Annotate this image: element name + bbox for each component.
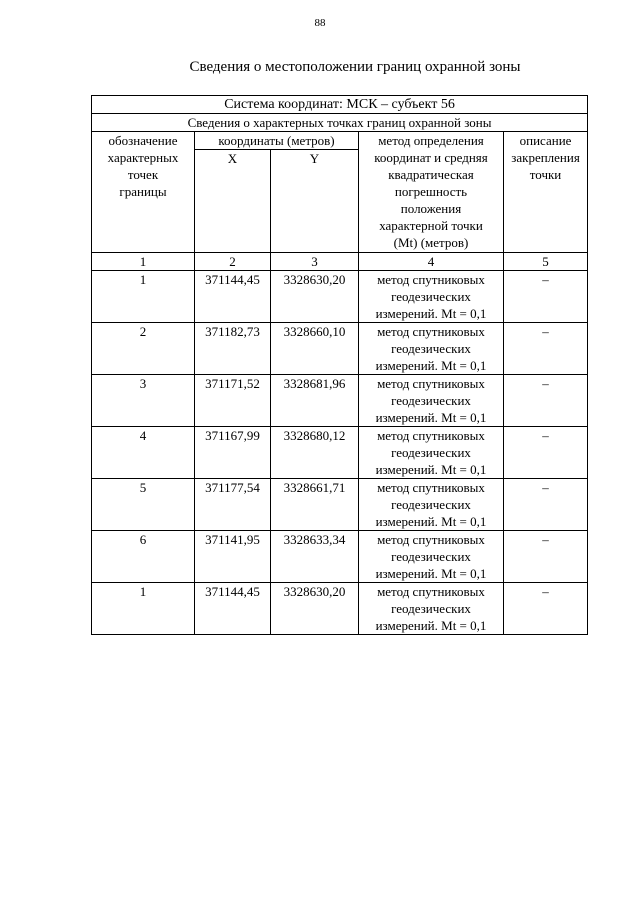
description-cell: – xyxy=(504,271,588,323)
header-description: описание закрепления точки xyxy=(504,132,588,253)
column-number: 5 xyxy=(504,253,588,271)
page-number: 88 xyxy=(314,17,326,29)
table-row xyxy=(92,271,588,323)
column-number: 1 xyxy=(92,253,195,271)
header-y: Y xyxy=(271,150,359,253)
x-cell: 371171,52 xyxy=(195,375,271,427)
description-cell: – xyxy=(504,583,588,635)
method-cell: метод спутниковых геодезических измерений. Mt = 0,1 xyxy=(359,531,504,583)
y-cell: 3328630,20 xyxy=(271,271,359,323)
method-cell: метод спутниковых геодезических измерений. Mt = 0,1 xyxy=(359,375,504,427)
description-cell: – xyxy=(504,427,588,479)
header-x: X xyxy=(195,150,271,253)
header-method: метод определения координат и средняя квадратическая погрешность положения характерной точки (Mt) (метров) xyxy=(359,132,504,253)
y-cell: 3328680,12 xyxy=(271,427,359,479)
table-row xyxy=(92,479,588,531)
y-cell: 3328681,96 xyxy=(271,375,359,427)
description-cell: – xyxy=(504,375,588,427)
method-cell: метод спутниковых геодезических измерений. Mt = 0,1 xyxy=(359,427,504,479)
column-number: 2 xyxy=(195,253,271,271)
x-cell: 371177,54 xyxy=(195,479,271,531)
point-cell: 1 xyxy=(92,271,195,323)
method-cell: метод спутниковых геодезических измерений. Mt = 0,1 xyxy=(359,271,504,323)
x-cell: 371141,95 xyxy=(195,531,271,583)
table-row xyxy=(92,531,588,583)
table-row xyxy=(92,583,588,635)
description-cell: – xyxy=(504,531,588,583)
method-cell: метод спутниковых геодезических измерений. Mt = 0,1 xyxy=(359,583,504,635)
y-cell: 3328661,71 xyxy=(271,479,359,531)
table-row xyxy=(92,427,588,479)
coord-system-cell: Система координат: МСК – субъект 56 xyxy=(92,96,588,114)
method-cell: метод спутниковых геодезических измерений. Mt = 0,1 xyxy=(359,479,504,531)
boundary-points-table xyxy=(91,95,588,635)
point-cell: 4 xyxy=(92,427,195,479)
table-row xyxy=(92,323,588,375)
description-cell: – xyxy=(504,479,588,531)
points-info-cell: Сведения о характерных точках границ охранной зоны xyxy=(92,114,588,132)
column-number: 4 xyxy=(359,253,504,271)
method-cell: метод спутниковых геодезических измерений. Mt = 0,1 xyxy=(359,323,504,375)
point-cell: 6 xyxy=(92,531,195,583)
y-cell: 3328633,34 xyxy=(271,531,359,583)
y-cell: 3328630,20 xyxy=(271,583,359,635)
column-number: 3 xyxy=(271,253,359,271)
point-cell: 5 xyxy=(92,479,195,531)
column-numbers-row xyxy=(92,253,588,271)
table-row xyxy=(92,375,588,427)
header-designation: обозначение характерных точек границы xyxy=(92,132,195,253)
x-cell: 371144,45 xyxy=(195,271,271,323)
point-cell: 1 xyxy=(92,583,195,635)
description-cell: – xyxy=(504,323,588,375)
x-cell: 371182,73 xyxy=(195,323,271,375)
point-cell: 3 xyxy=(92,375,195,427)
header-coordinates: координаты (метров) xyxy=(195,132,359,150)
document-title: Сведения о местоположении границ охранной зоны xyxy=(189,59,521,75)
point-cell: 2 xyxy=(92,323,195,375)
x-cell: 371144,45 xyxy=(195,583,271,635)
x-cell: 371167,99 xyxy=(195,427,271,479)
y-cell: 3328660,10 xyxy=(271,323,359,375)
